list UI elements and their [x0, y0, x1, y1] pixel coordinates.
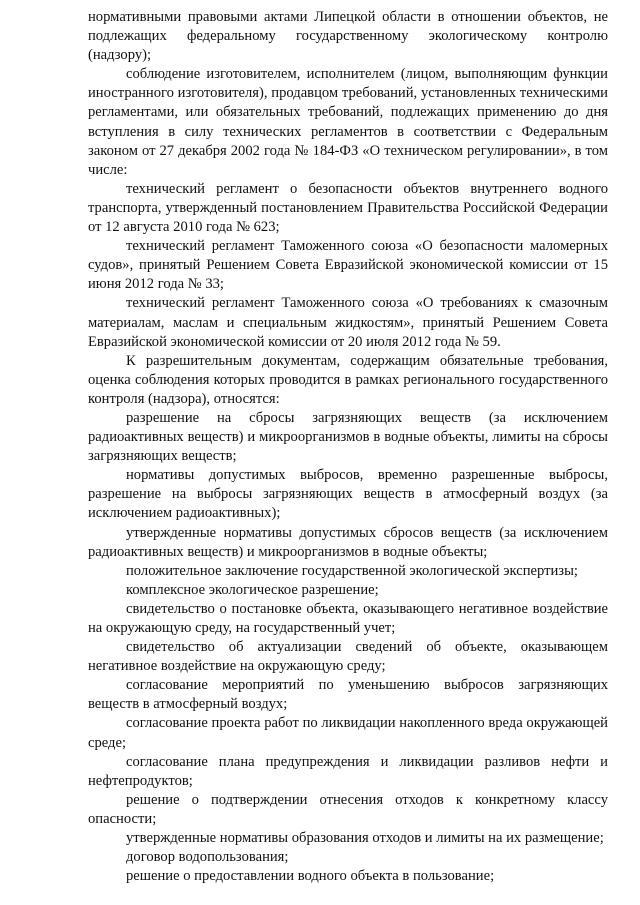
paragraph: решение о предоставлении водного объекта в пользование;: [126, 868, 495, 885]
paragraph: согласование проекта работ по ликвидации накопленного вреда окружающей среде;: [88, 715, 608, 751]
paragraph: нормативы допустимых выбросов, временно разрешенные выбросы, разрешение на выбросы загрязняющих веществ в атмосферный воздух (за исключением радиоактивных);: [88, 467, 608, 522]
paragraph: технический регламент Таможенного союза «О безопасности маломерных судов», принятый Решением Совета Евразийской экономической комиссии от 15 июня 2012 года № 33;: [88, 238, 608, 293]
paragraph: К разрешительным документам, содержащим обязательные требования, оценка соблюдения которых проводится в рамках регионального государственного контроля (надзора), относятся:: [88, 352, 608, 407]
document-page: [88, 8, 608, 886]
paragraph: технический регламент Таможенного союза «О требованиях к смазочным материалам, маслам и специальным жидкостям», принятый Решением Совета Евразийской экономической комиссии от 20 июля 2012 года № 59.: [88, 295, 608, 350]
paragraph: согласование мероприятий по уменьшению выбросов загрязняющих веществ в атмосферный воздух;: [88, 677, 608, 713]
paragraph: соблюдение изготовителем, исполнителем (лицом, выполняющим функции иностранного изготовителя), продавцом требований, установленных техническими регламентами, или обязательных требований, подлежащих применению до дня вступления в силу технических регламентов в соответствии с Федеральным законом от 27 декабря 2002 года № 184-ФЗ «О техническом регулировании», в том числе:: [88, 66, 608, 178]
paragraph: согласование плана предупреждения и ликвидации разливов нефти и нефтепродуктов;: [88, 753, 608, 789]
paragraph: утвержденные нормативы образования отходов и лимиты на их размещение;: [126, 830, 604, 847]
paragraph: положительное заключение государственной экологической экспертизы;: [126, 562, 578, 579]
paragraph: технический регламент о безопасности объектов внутреннего водного транспорта, утвержденный постановлением Правительства Российской Федерации от 12 августа 2010 года № 623;: [88, 180, 608, 236]
paragraph: нормативными правовыми актами Липецкой области в отношении объектов, не подлежащих федеральному государственному экологическому контролю (надзору);: [88, 9, 608, 64]
paragraph: свидетельство об актуализации сведений об объекте, оказывающем негативное воздействие на окружающую среду;: [88, 639, 608, 675]
paragraph: комплексное экологическое разрешение;: [126, 581, 379, 598]
paragraph: утвержденные нормативы допустимых сбросов веществ (за исключением радиоактивных веществ) и микроорганизмов в водные объекты;: [88, 524, 608, 560]
paragraph: договор водопользования;: [126, 849, 289, 866]
paragraph: разрешение на сбросы загрязняющих веществ (за исключением радиоактивных веществ) и микроорганизмов в водные объекты, лимиты на сбросы загрязняющих веществ;: [88, 409, 608, 465]
paragraph: решение о подтверждении отнесения отходов к конкретному классу опасности;: [88, 791, 608, 827]
paragraph: свидетельство о постановке объекта, оказывающего негативное воздействие на окружающую среду, на государственный учет;: [88, 600, 608, 636]
